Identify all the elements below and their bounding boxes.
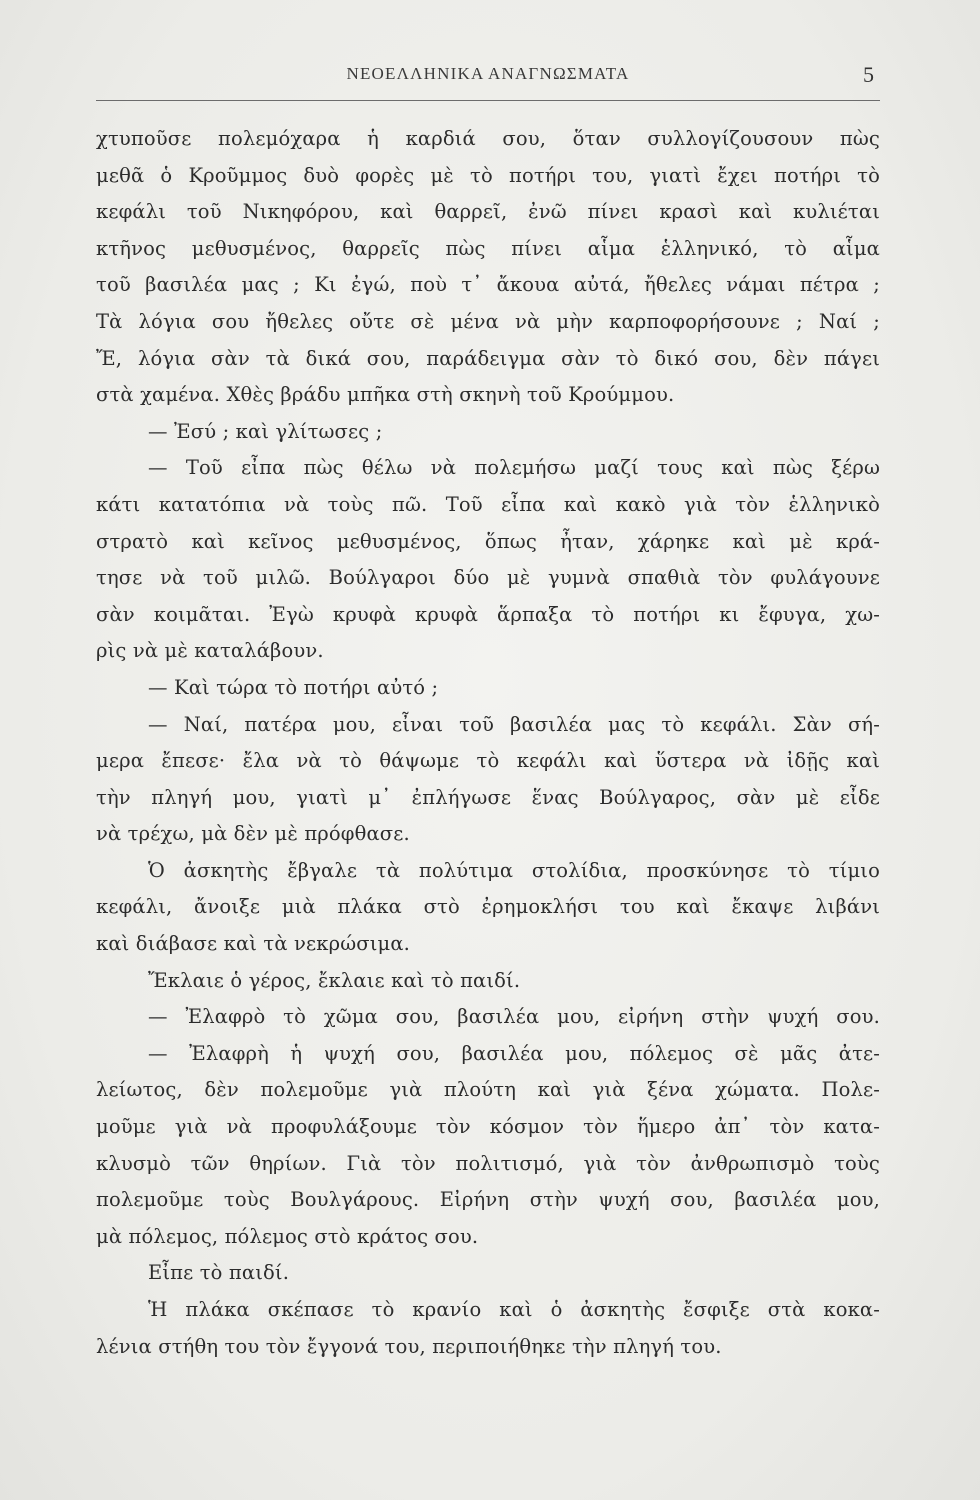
text-line: — Ναί, πατέρα μου, εἶναι τοῦ βασιλέα μας τὸ κεφάλι. Σὰν σή- bbox=[148, 712, 880, 736]
running-title: ΝΕΟΕΛΛΗΝΙΚΑ ΑΝΑΓΝΩΣΜΑΤΑ bbox=[346, 64, 630, 83]
text-line: Ἡ πλάκα σκέπασε τὸ κρανίο καὶ ὁ ἀσκητὴς ἔσφιξε στὰ κοκα- bbox=[148, 1298, 880, 1321]
text-line: τοῦ βασιλέα μας ; Κι ἐγώ, ποὺ τ᾽ ἄκουα αὐτά, ἤθελες νάμαι πέτρα ; bbox=[96, 273, 880, 297]
text-line: νὰ τρέχω, μὰ δὲν μὲ πρόφθασε. bbox=[96, 822, 410, 846]
text-line: Εἶπε τὸ παιδί. bbox=[148, 1261, 290, 1285]
text-line: λένια στήθη του τὸν ἔγγονά του, περιποιήθηκε τὴν πληγή του. bbox=[96, 1334, 722, 1358]
text-line: — Τοῦ εἶπα πὼς θέλω νὰ πολεμήσω μαζί τους καὶ πὼς ξέρω bbox=[148, 456, 880, 480]
text-line: τησε νὰ τοῦ μιλῶ. Βούλγαροι δύο μὲ γυμνὰ σπαθιὰ τὸν φυλάγουνε bbox=[96, 566, 880, 590]
text-line: μεθᾶ ὁ Κροῦμμος δυὸ φορὲς μὲ τὸ ποτήρι του, γιατὶ ἔχει ποτήρι τὸ bbox=[96, 163, 880, 187]
text-line: — Ἐλαφρὸ τὸ χῶμα σου, βασιλέα μου, εἰρήνη στὴν ψυχή σου. bbox=[148, 1005, 880, 1029]
text-line: τὴν πληγή μου, γιατὶ μ᾽ ἐπλήγωσε ἕνας Βούλγαρος, σὰν μὲ εἶδε bbox=[96, 785, 880, 809]
text-line: στὰ χαμένα. Χθὲς βράδυ μπῆκα στὴ σκηνὴ τοῦ Κρούμμου. bbox=[96, 383, 675, 407]
text-line: χτυποῦσε πολεμόχαρα ἡ καρδιά σου, ὅταν συλλογίζουσουν πὼς bbox=[96, 127, 880, 150]
text-line: ρὶς νὰ μὲ καταλάβουν. bbox=[96, 639, 324, 663]
text-line: Ἔ, λόγια σὰν τὰ δικά σου, παράδειγμα σὰν τὸ δικό σου, δὲν πάγει bbox=[96, 346, 880, 370]
text-line: στρατὸ καὶ κεῖνος μεθυσμένος, ὅπως ἦταν, χάρηκε καὶ μὲ κρά- bbox=[96, 529, 880, 553]
text-line: μὰ πόλεμος, πόλεμος στὸ κράτος σου. bbox=[96, 1224, 479, 1248]
text-line: Ὁ ἀσκητὴς ἔβγαλε τὰ πολύτιμα στολίδια, προσκύνησε τὸ τίμιο bbox=[148, 858, 880, 882]
text-line: πολεμοῦμε τοὺς Βουλγάρους. Εἰρήνη στὴν ψυχή σου, βασιλέα μου, bbox=[96, 1188, 880, 1212]
text-line: καὶ διάβασε καὶ τὰ νεκρώσιμα. bbox=[96, 932, 411, 956]
text-line: — Ἐσύ ; καὶ γλίτωσες ; bbox=[148, 419, 383, 443]
text-line: λείωτος, δὲν πολεμοῦμε γιὰ πλούτη καὶ γιὰ ξένα χώματα. Πολε- bbox=[96, 1078, 880, 1102]
page-header bbox=[96, 64, 880, 94]
text-line: κτῆνος μεθυσμένος, θαρρεῖς πὼς πίνει αἷμα ἑλληνικό, τὸ αἷμα bbox=[96, 236, 880, 260]
text-line: Τὰ λόγια σου ἤθελες οὔτε σὲ μένα νὰ μὴν καρποφορήσουνε ; Ναί ; bbox=[96, 309, 880, 333]
body-text bbox=[96, 121, 880, 1365]
text-line: μερα ἔπεσε· ἔλα νὰ τὸ θάψωμε τὸ κεφάλι καὶ ὕστερα νὰ ἰδῇς καὶ bbox=[96, 749, 880, 773]
text-line: — Καὶ τώρα τὸ ποτήρι αὐτό ; bbox=[148, 675, 439, 699]
text-line: σὰν κοιμᾶται. Ἐγὼ κρυφὰ κρυφὰ ἅρπαξα τὸ ποτήρι κι ἔφυγα, χω- bbox=[96, 602, 880, 626]
header-rule bbox=[96, 100, 880, 101]
page-number: 5 bbox=[863, 62, 874, 87]
text-line: κεφάλι, ἄνοιξε μιὰ πλάκα στὸ ἐρημοκλήσι του καὶ ἔκαψε λιβάνι bbox=[96, 895, 880, 919]
text-line: κάτι κατατόπια νὰ τοὺς πῶ. Τοῦ εἶπα καὶ κακὸ γιὰ τὸν ἑλληνικὸ bbox=[96, 492, 880, 516]
text-line: κεφάλι τοῦ Νικηφόρου, καὶ θαρρεῖ, ἐνῶ πίνει κρασὶ καὶ κυλιέται bbox=[96, 200, 880, 224]
text-line: μοῦμε γιὰ νὰ προφυλάξουμε τὸν κόσμον τὸν ἥμερο ἀπ᾽ τὸν κατα- bbox=[96, 1115, 880, 1139]
text-line: κλυσμὸ τῶν θηρίων. Γιὰ τὸν πολιτισμό, γιὰ τὸν ἀνθρωπισμὸ τοὺς bbox=[96, 1151, 880, 1175]
text-line: — Ἐλαφρὴ ἡ ψυχή σου, βασιλέα μου, πόλεμος σὲ μᾶς ἀτε- bbox=[148, 1041, 880, 1065]
text-line: Ἔκλαιε ὁ γέρος, ἔκλαιε καὶ τὸ παιδί. bbox=[148, 968, 521, 992]
